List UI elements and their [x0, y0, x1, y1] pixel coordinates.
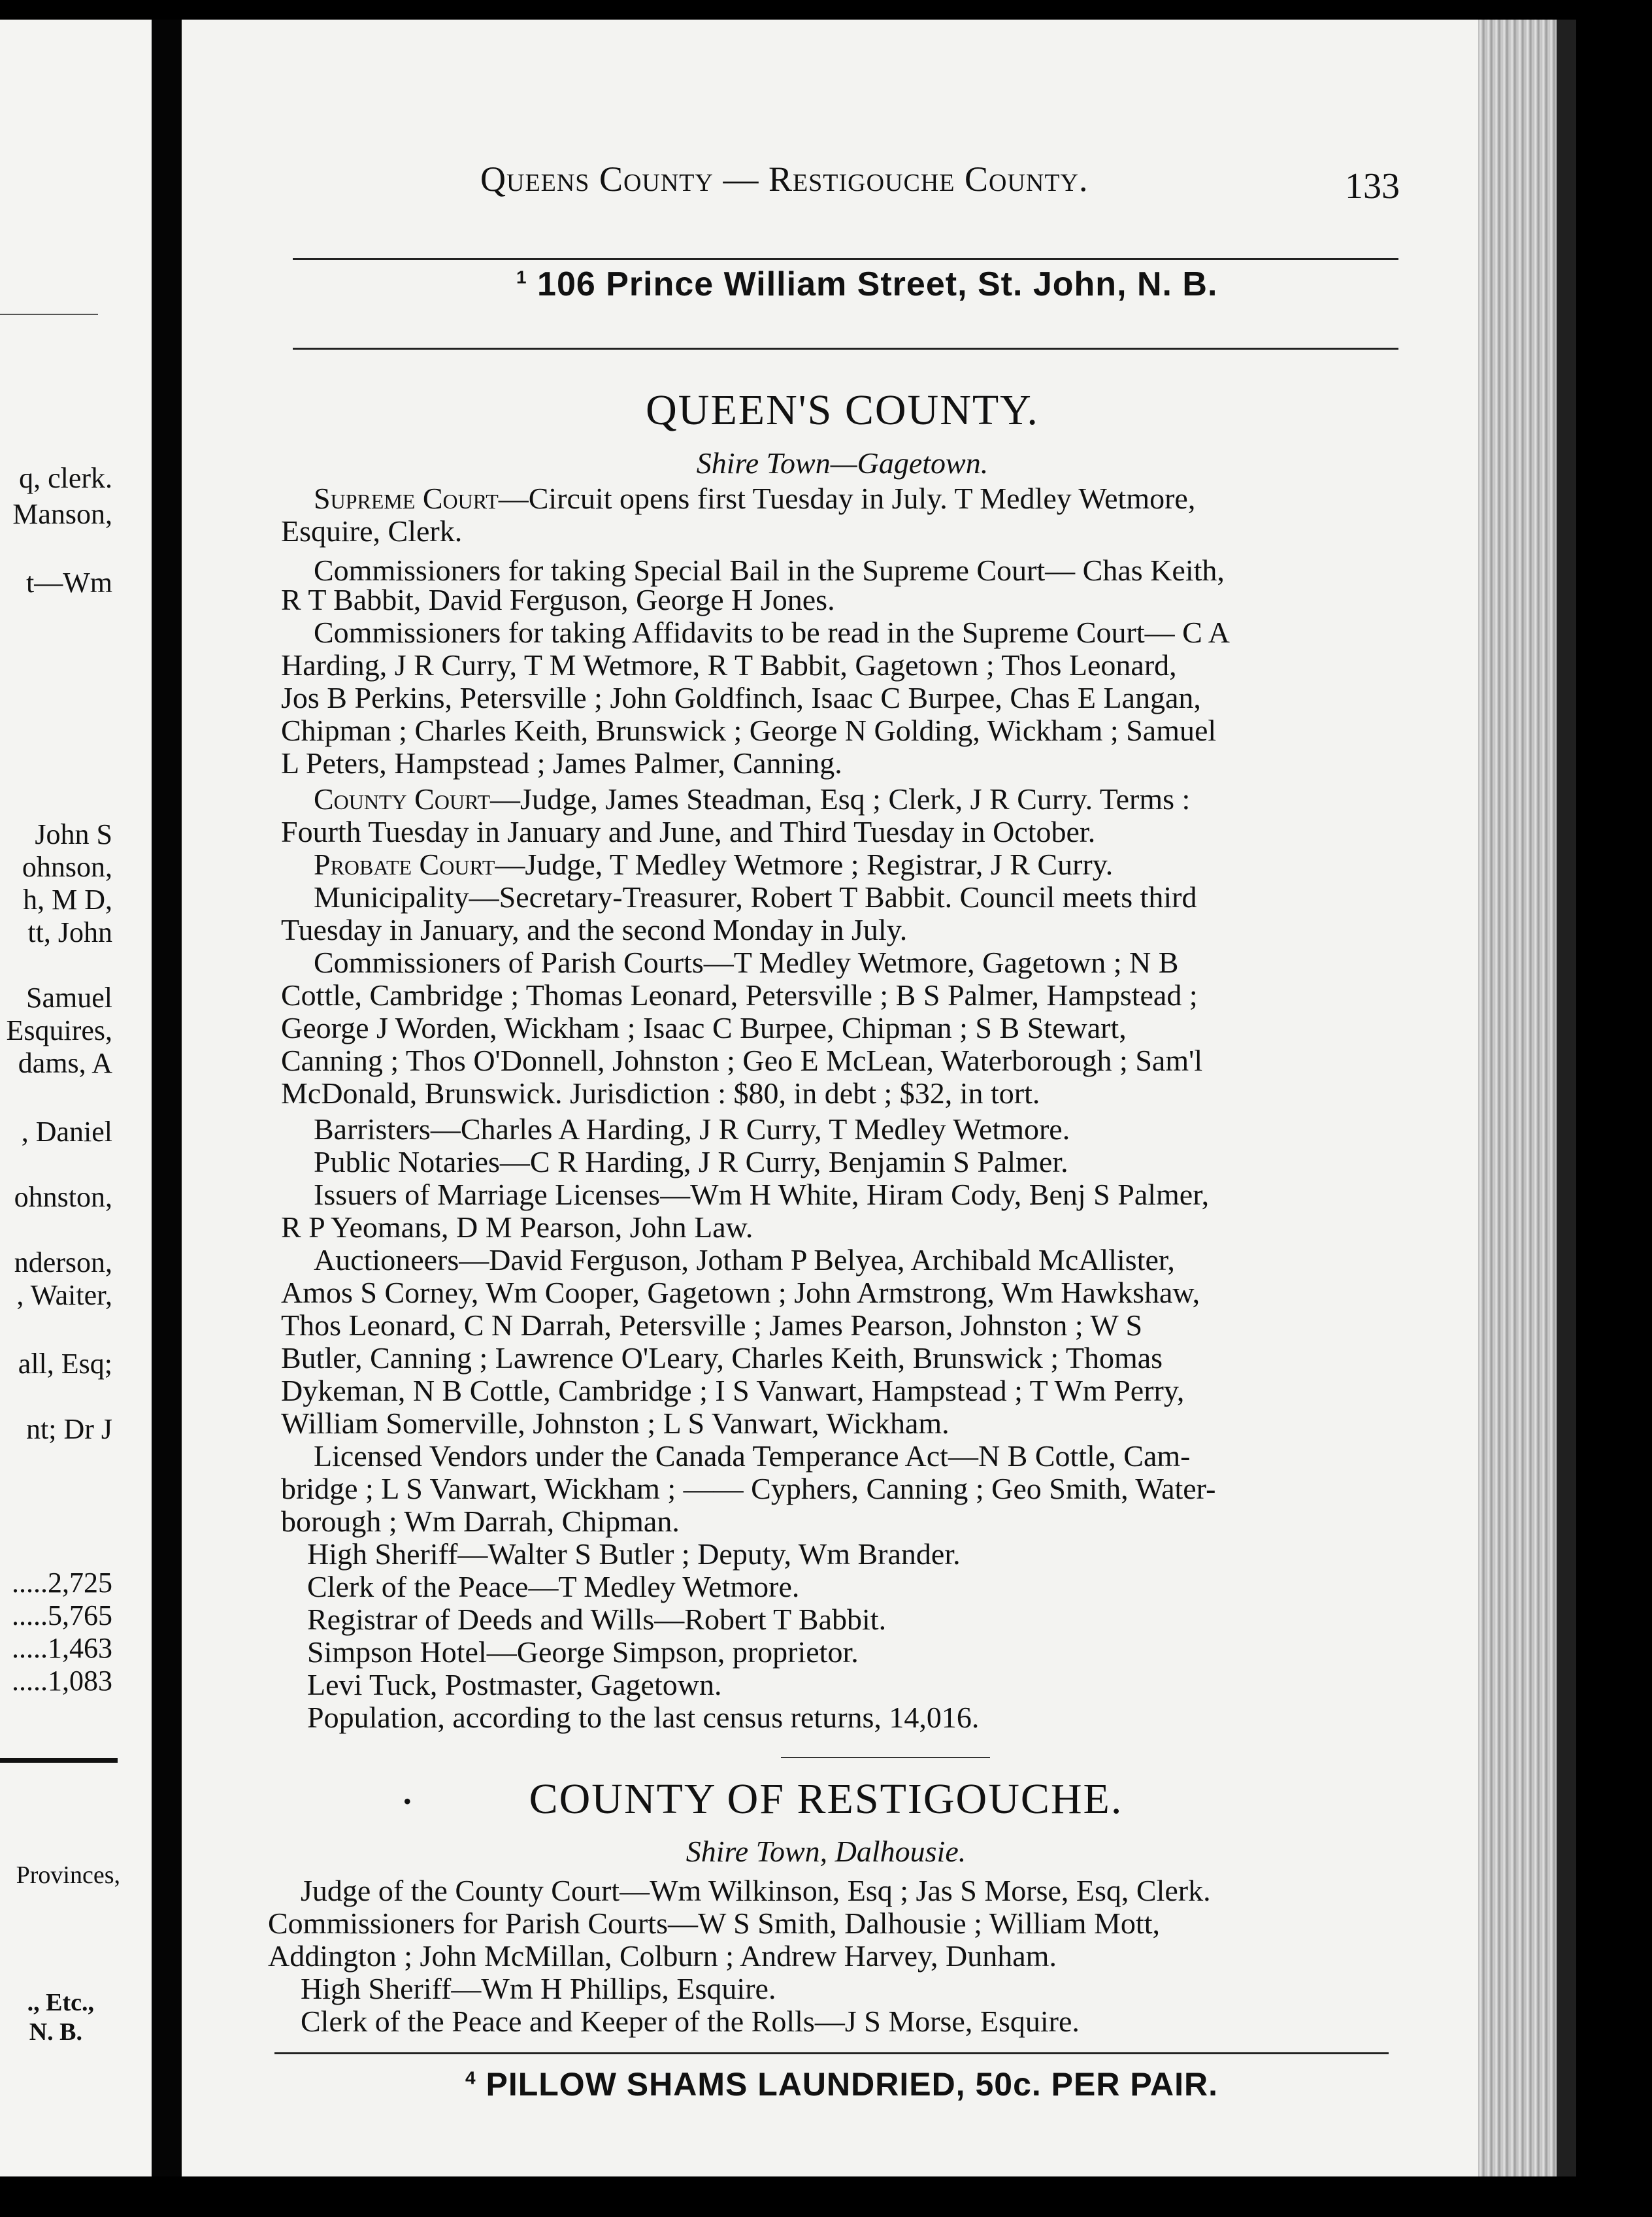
left-page-line: dams, A: [18, 1047, 112, 1079]
left-page-line: John S: [35, 818, 112, 850]
left-page-line: .....1,463: [12, 1632, 112, 1664]
left-page-line: .....5,765: [12, 1599, 112, 1631]
entry-line: Dykeman, N B Cottle, Cambridge ; I S Vanwart, Hampstead ; T Wm Perry,: [281, 1374, 1185, 1407]
left-page-line: .....2,725: [12, 1567, 112, 1599]
entry-line: Probate Court—Judge, T Medley Wetmore ; Registrar, J R Curry.: [314, 848, 1114, 881]
entry-line: William Somerville, Johnston ; L S Vanwart, Wickham.: [281, 1407, 950, 1440]
entry-line: R T Babbit, David Ferguson, George H Jones.: [281, 583, 835, 616]
left-page-line: Samuel: [26, 982, 112, 1014]
entry-line: bridge ; L S Vanwart, Wickham ; —— Cyphers, Canning ; Geo Smith, Water-: [281, 1472, 1216, 1505]
shire-town-queens: Shire Town—Gagetown.: [696, 446, 989, 480]
section-title-queens-county: QUEEN'S COUNTY.: [646, 386, 1039, 434]
entry-line: Esquire, Clerk.: [281, 514, 463, 548]
entry-line: borough ; Wm Darrah, Chipman.: [281, 1505, 680, 1538]
entry-line: Clerk of the Peace—T Medley Wetmore.: [307, 1570, 800, 1603]
left-page-line: ohnson,: [22, 851, 112, 883]
advert-footer-line: [465, 2065, 1218, 2103]
entry-line: L Peters, Hampstead ; James Palmer, Canning.: [281, 746, 842, 780]
left-page-line: Esquires,: [6, 1014, 112, 1046]
entry-line: Commissioners of Parish Courts—T Medley Wetmore, Gagetown ; N B: [314, 946, 1179, 979]
entry-line: Jos B Perkins, Petersville ; John Goldfinch, Isaac C Burpee, Chas E Langan,: [281, 681, 1201, 714]
left-page-line: t—Wm: [26, 567, 112, 599]
entry-line: Judge of the County Court—Wm Wilkinson, Esq ; Jas S Morse, Esq, Clerk.: [301, 1874, 1211, 1907]
left-page-line: nt; Dr J: [26, 1413, 112, 1445]
court-lead: Supreme Court: [314, 482, 499, 515]
footer-footnote-mark: 4: [465, 2067, 476, 2088]
left-page-line: .....1,083: [12, 1665, 112, 1697]
footer-rule: [274, 2052, 1389, 2054]
entry-line: Amos S Corney, Wm Cooper, Gagetown ; John Armstrong, Wm Hawkshaw,: [281, 1276, 1200, 1309]
entry-line: Addington ; John McMillan, Colburn ; Andrew Harvey, Dunham.: [268, 1939, 1057, 1973]
left-page-line: , Daniel: [21, 1116, 112, 1148]
left-page-line: Manson,: [12, 498, 112, 530]
entry-line: Butler, Canning ; Lawrence O'Leary, Charles Keith, Brunswick ; Thomas: [281, 1341, 1163, 1375]
entry-line: County Court—Judge, James Steadman, Esq ; Clerk, J R Curry. Terms :: [314, 782, 1191, 816]
left-page-rule: [0, 314, 98, 315]
address-footnote-mark: 1: [516, 267, 527, 288]
entry-line: Tuesday in January, and the second Monday in July.: [281, 913, 908, 946]
header-rule-top: [293, 258, 1398, 260]
left-page-line: all, Esq;: [18, 1348, 112, 1380]
section-divider: [781, 1757, 990, 1758]
left-page-heavy-rule: [0, 1758, 118, 1763]
running-head: Queens County — Restigouche County.: [480, 159, 1089, 199]
entry-line: R P Yeomans, D M Pearson, John Law.: [281, 1210, 753, 1244]
header-rule-bottom: [293, 348, 1398, 350]
entry-line: Registrar of Deeds and Wills—Robert T Babbit.: [307, 1603, 887, 1636]
advert-address-line: [516, 265, 1217, 304]
entry-line: Levi Tuck, Postmaster, Gagetown.: [307, 1668, 722, 1701]
left-page-line: tt, John: [27, 916, 112, 948]
entry-line: Clerk of the Peace and Keeper of the Rolls—J S Morse, Esquire.: [301, 2005, 1080, 2038]
left-page-line: , Waiter,: [16, 1279, 112, 1311]
entry-line: George J Worden, Wickham ; Isaac C Burpee, Chipman ; S B Stewart,: [281, 1011, 1127, 1044]
left-page-line: q, clerk.: [19, 462, 112, 494]
left-page-line: h, M D,: [23, 884, 112, 916]
bullet-mark: •: [403, 1788, 412, 1814]
entry-line: McDonald, Brunswick. Jurisdiction : $80, in debt ; $32, in tort.: [281, 1076, 1040, 1110]
entry-line: Barristers—Charles A Harding, J R Curry, T Medley Wetmore.: [314, 1112, 1070, 1146]
entry-line: High Sheriff—Wm H Phillips, Esquire.: [301, 1972, 776, 2005]
left-page-line: ohnston,: [14, 1181, 112, 1213]
entry-line: Municipality—Secretary-Treasurer, Robert T Babbit. Council meets third: [314, 880, 1197, 914]
left-page-line: ., Etc.,: [27, 1989, 94, 2016]
entry-line: Canning ; Thos O'Donnell, Johnston ; Geo E McLean, Waterborough ; Sam'l: [281, 1044, 1203, 1077]
footer-text: PILLOW SHAMS LAUNDRIED, 50c. PER PAIR.: [486, 2066, 1219, 2103]
left-page-line: N. B.: [29, 2018, 82, 2046]
entry-line: Commissioners for taking Special Bail in the Supreme Court— Chas Keith,: [314, 554, 1225, 587]
entry-line: Issuers of Marriage Licenses—Wm H White, Hiram Cody, Benj S Palmer,: [314, 1178, 1210, 1211]
entry-line: Fourth Tuesday in January and June, and Third Tuesday in October.: [281, 815, 1096, 848]
court-lead: Probate Court: [314, 848, 495, 881]
shire-town-restigouche: Shire Town, Dalhousie.: [686, 1835, 966, 1868]
court-lead: County Court: [314, 782, 491, 816]
entry-line: Thos Leonard, C N Darrah, Petersville ; James Pearson, Johnston ; W S: [281, 1309, 1143, 1342]
address-text: 106 Prince William Street, St. John, N. B.: [537, 265, 1218, 303]
entry-line: Supreme Court—Circuit opens first Tuesday in July. T Medley Wetmore,: [314, 482, 1196, 515]
entry-line: Auctioneers—David Ferguson, Jotham P Belyea, Archibald McAllister,: [314, 1243, 1175, 1276]
entry-line: Public Notaries—C R Harding, J R Curry, Benjamin S Palmer.: [314, 1145, 1068, 1178]
entry-line: Licensed Vendors under the Canada Temperance Act—N B Cottle, Cam-: [314, 1439, 1191, 1473]
entry-line: High Sheriff—Walter S Butler ; Deputy, Wm Brander.: [307, 1537, 961, 1571]
entry-line: Cottle, Cambridge ; Thomas Leonard, Petersville ; B S Palmer, Hampstead ;: [281, 978, 1198, 1012]
entry-line: Population, according to the last census returns, 14,016.: [307, 1701, 980, 1734]
entry-line: Harding, J R Curry, T M Wetmore, R T Babbit, Gagetown ; Thos Leonard,: [281, 648, 1177, 682]
entry-line: Chipman ; Charles Keith, Brunswick ; George N Golding, Wickham ; Samuel: [281, 714, 1217, 747]
entry-line: Commissioners for taking Affidavits to be read in the Supreme Court— C A: [314, 616, 1230, 649]
page-number: 133: [1345, 166, 1400, 207]
entry-line: Simpson Hotel—George Simpson, proprietor.: [307, 1635, 859, 1669]
left-page-line: Provinces,: [16, 1861, 120, 1889]
entry-line: Commissioners for Parish Courts—W S Smith, Dalhousie ; William Mott,: [268, 1907, 1160, 1940]
left-page-line: nderson,: [14, 1246, 112, 1278]
section-title-restigouche: COUNTY OF RESTIGOUCHE.: [529, 1775, 1123, 1823]
